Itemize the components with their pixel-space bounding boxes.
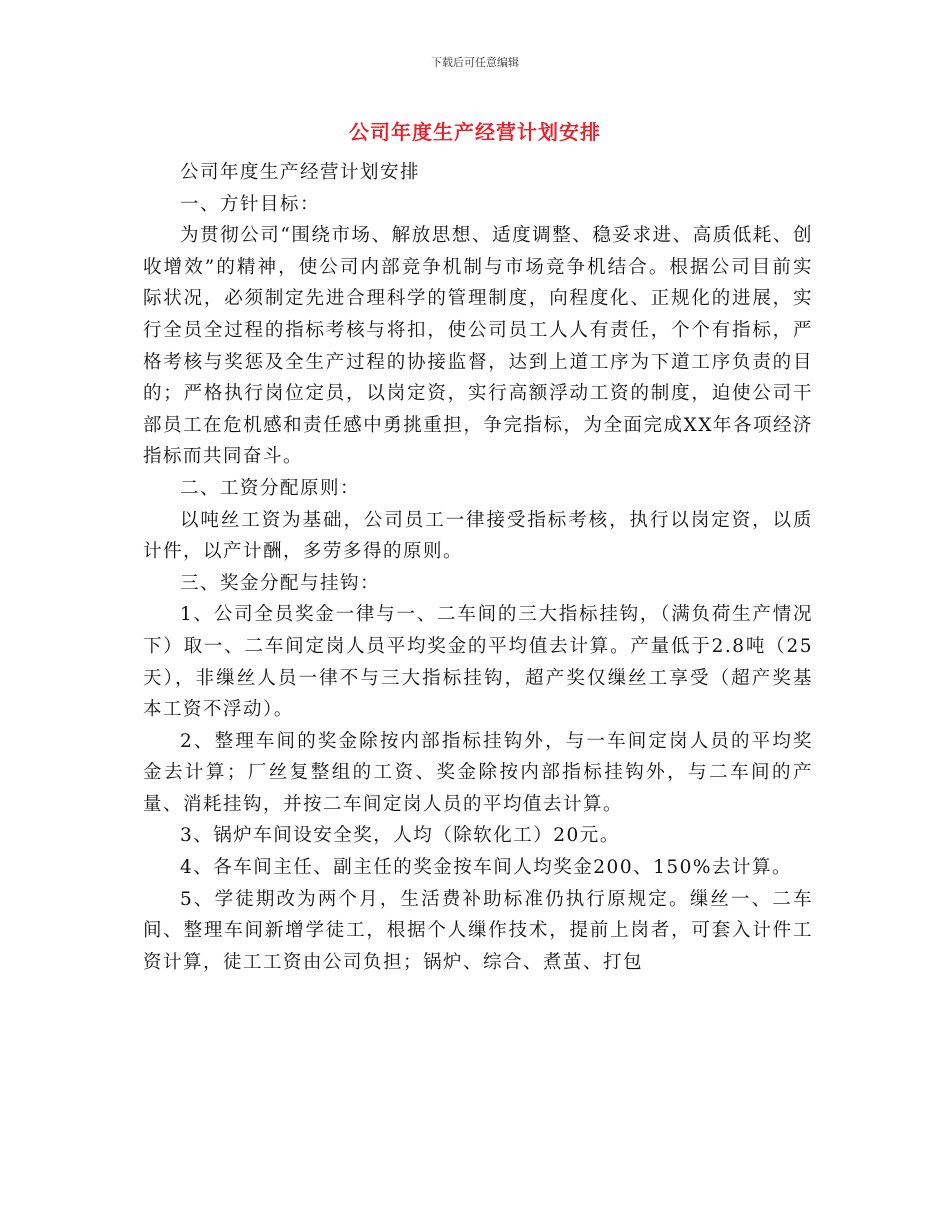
section-heading-3: 三、奖金分配与挂钩： [180,572,381,594]
paragraph-subtitle: 公司年度生产经营计划安排 [180,162,421,183]
document-body [143,157,813,978]
paragraph-item-4: 4、各车间主任、副主任的奖金按车间人均奖金200、150%去计算。 [180,857,792,879]
document-title: 公司年度生产经营计划安排 [349,120,601,144]
paragraph-wage-principle: 以吨丝工资为基础，公司员工一律接受指标考核，执行以岗定资，以质计件，以产计酬，多劳多得的原则。 [143,509,813,563]
paragraph-policy: 为贯彻公司“围绕市场、解放思想、适度调整、稳妥求进、高质低耗、创收增效”的精神，使公司内部竞争机制与市场竞争机结合。根据公司目前实际状况，必须制定先进合理科学的管理制度，向程度化、正规化的进展，实行全员全过程的指标考核与将扣，使公司员工人人有责任，个个有指标，严格考核与奖惩及全生产过程的协接监督，达到上道工序为下道工序负责的目的；严格执行岗位定员，以岗定资，实行高额浮动工资的制度，迫使公司干部员工在危机感和责任感中勇挑重担，争完指标，为全面完成XX年各项经济指标而共同奋斗。 [143,225,813,468]
paragraph-item-1: 1、公司全员奖金一律与一、二车间的三大指标挂钩，（满负荷生产情况下）取一、二车间定岗人员平均奖金的平均值去计算。产量低于2.8吨（25天），非缫丝人员一律不与三大指标挂钩，超产奖仅缫丝工享受（超产奖基本工资不浮动）。 [143,604,813,721]
paragraph-item-3: 3、锅炉车间设安全奖，人均（除软化工）20元。 [180,825,620,847]
header-note: 下载后可任意编辑 [431,56,519,69]
section-heading-1: 一、方针目标： [180,193,321,215]
paragraph-item-5: 5、学徒期改为两个月，生活费补助标准仍执行原规定。缫丝一、二车间、整理车间新增学徒工，根据个人缫作技术，提前上岗者，可套入计件工资计算，徒工工资由公司负担；锅炉、综合、煮茧、打包 [143,888,813,973]
section-heading-2: 二、工资分配原则： [180,477,361,499]
paragraph-item-2: 2、整理车间的奖金除按内部指标挂钩外，与一车间定岗人员的平均奖金去计算；厂丝复整组的工资、奖金除按内部指标挂钩外，与二车间的产量、消耗挂钩，并按二车间定岗人员的平均值去计算。 [143,730,813,815]
